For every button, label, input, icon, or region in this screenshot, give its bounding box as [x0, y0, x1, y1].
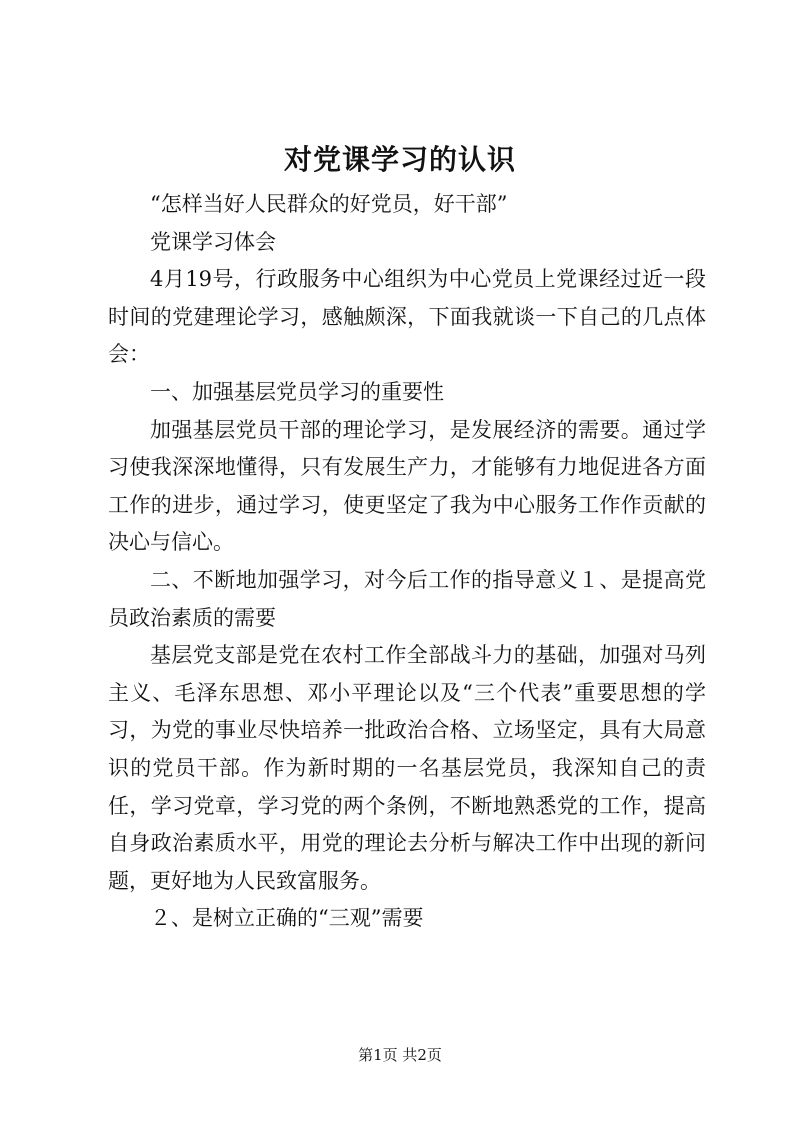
- paragraph-subtitle: 党课学习体会: [150, 229, 276, 254]
- page-footer: 第1页 共2页: [358, 1046, 442, 1064]
- paragraph-intro: 4月19号，行政服务中心组织为中心党员上党课经过近一段时间的党建理论学习，感触颇深，下面我就谈一下自己的几点体会：: [108, 267, 706, 367]
- section-heading-1: 一、加强基层党员学习的重要性: [150, 379, 444, 404]
- document-title: 对党课学习的认识: [283, 143, 516, 176]
- section-heading-2: 二、不断地加强学习，对今后工作的指导意义１、是提高党员政治素质的需要: [108, 567, 706, 630]
- subsection-heading-2: ２、是树立正确的“三观”需要: [150, 906, 424, 931]
- paragraph-section-2: 基层党支部是党在农村工作全部战斗力的基础，加强对马列主义、毛泽东思想、邓小平理论以及“三个代表”重要思想的学习，为党的事业尽快培养一批政治合格、立场坚定，具有大局意识的党员干部。作为新时期的一名基层党员，我深知自己的责任，学习党章，学习党的两个条例，不断地熟悉党的工作，提高自身政治素质水平，用党的理论去分析与解决工作中出现的新问题，更好地为人民致富服务。: [108, 643, 706, 893]
- paragraph-section-1: 加强基层党员干部的理论学习，是发展经济的需要。通过学习使我深深地懂得，只有发展生产力，才能够有力地促进各方面工作的进步，通过学习，使更坚定了我为中心服务工作作贡献的决心与信心。: [108, 417, 706, 555]
- document-body: [108, 186, 706, 938]
- paragraph-subtitle-quote: “怎样当好人民群众的好党员，好干部”: [150, 192, 508, 216]
